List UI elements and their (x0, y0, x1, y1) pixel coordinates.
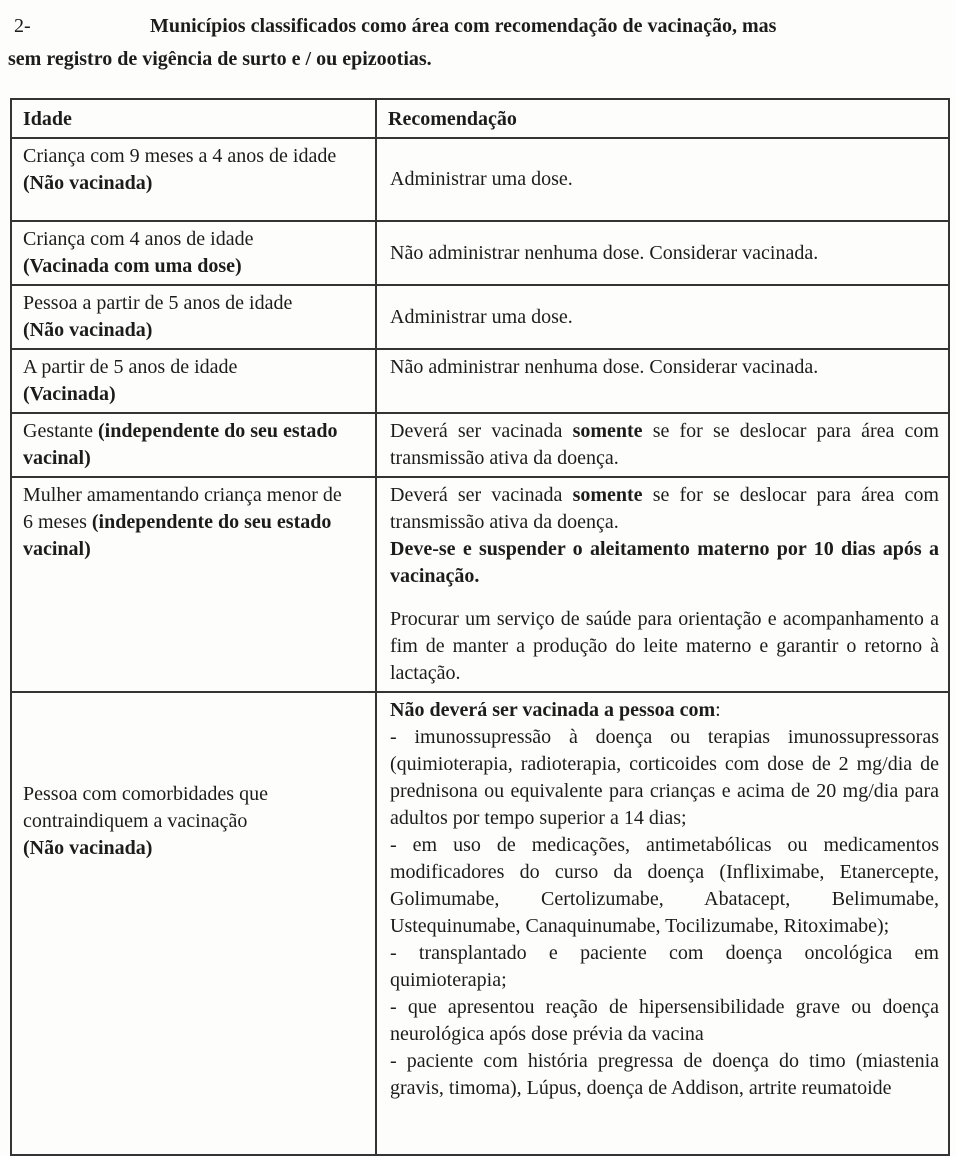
paragraph (390, 482, 939, 536)
paragraph (23, 317, 345, 344)
table-row (11, 349, 949, 413)
bold-text: (Não vacinada) (23, 172, 153, 194)
bold-text: Não deverá ser vacinada a pessoa com (390, 699, 716, 721)
document-page (0, 10, 956, 1156)
text: A partir de 5 anos de idade (23, 356, 238, 378)
paragraph (23, 482, 345, 563)
paragraph (390, 354, 939, 381)
paragraph (390, 304, 939, 331)
text: Deverá ser vacinada (390, 484, 573, 506)
text: Administrar uma dose. (390, 305, 573, 328)
paragraph (23, 418, 345, 472)
idade-cell (11, 477, 376, 692)
bold-text: somente (572, 420, 643, 442)
vaccination-recommendation-table (10, 98, 950, 1156)
table-body (11, 138, 949, 1155)
paragraph (390, 724, 939, 832)
section-number: 2- (14, 15, 31, 37)
paragraph (23, 354, 345, 381)
text: Não administrar nenhuma dose. Considerar vacinada. (390, 241, 819, 264)
bold-text: (Vacinada com uma dose) (23, 255, 242, 277)
text: Mulher amamentando criança menor de 6 meses (23, 484, 342, 533)
heading-line-1: Municípios classificados como área com recomendação de vacinação, mas (150, 15, 777, 37)
table-row (11, 221, 949, 285)
idade-cell (11, 349, 376, 413)
text: se for se deslocar para área com transmissão ativa da doença. (390, 484, 939, 533)
bold-text: (independente do seu estado vacinal) (23, 420, 338, 469)
paragraph (23, 253, 345, 280)
paragraph (390, 697, 939, 724)
bold-text: (Vacinada) (23, 383, 116, 405)
column-header-recomendacao: Recomendação (376, 99, 949, 138)
table-row (11, 477, 949, 692)
paragraph (390, 1048, 939, 1102)
bold-text: Deve-se e suspender o aleitamento materno por 10 dias após a vacinação. (390, 538, 939, 587)
paragraph (390, 240, 939, 267)
paragraph (23, 381, 345, 408)
table-row (11, 413, 949, 477)
text: Criança com 4 anos de idade (23, 228, 254, 250)
recomendacao-cell (376, 477, 949, 692)
text: Criança com 9 meses a 4 anos de idade (23, 145, 337, 167)
bold-text: (independente do seu estado vacinal) (23, 511, 332, 560)
paragraph (390, 994, 939, 1048)
text: Pessoa a partir de 5 anos de idade (23, 292, 293, 314)
paragraph (390, 832, 939, 940)
text: Não administrar nenhuma dose. Considerar vacinada. (390, 356, 819, 378)
bold-text: (Não vacinada) (23, 837, 153, 859)
recomendacao-cell (376, 692, 949, 1155)
paragraph (23, 835, 345, 862)
text: Administrar uma dose. (390, 168, 573, 190)
heading-line-2: sem registro de vigência de surto e / ou epizootias. (8, 48, 432, 70)
paragraph (23, 781, 345, 835)
column-header-idade: Idade (11, 99, 376, 138)
paragraph (390, 536, 939, 590)
idade-cell (11, 285, 376, 349)
paragraph (390, 940, 939, 994)
paragraph (23, 143, 345, 170)
text: Gestante (23, 420, 98, 442)
bold-text: (Não vacinada) (23, 319, 153, 341)
recomendacao-cell (376, 221, 949, 285)
section-heading (8, 10, 946, 76)
recomendacao-cell (376, 138, 949, 221)
table-header-row (11, 99, 949, 138)
paragraph (23, 170, 345, 197)
text: - paciente com história pregressa de doença do timo (miastenia gravis, timoma), Lúpus, doença de Addison, artrite reumatoide (390, 1050, 939, 1099)
table-row (11, 138, 949, 221)
recomendacao-cell (376, 349, 949, 413)
paragraph (390, 418, 939, 472)
idade-cell (11, 221, 376, 285)
paragraph (390, 606, 939, 687)
text: Deverá ser vacinada (390, 420, 573, 442)
text: : (715, 699, 721, 721)
paragraph (23, 226, 345, 253)
idade-cell (11, 413, 376, 477)
text: - transplantado e paciente com doença oncológica em quimioterapia; (390, 942, 939, 991)
text: - em uso de medicações, antimetabólicas ou medicamentos modificadores do curso da doença (Infliximabe, Etanercepte, Golimumabe, Certolizumabe, Abatacept, Belimumabe, Ustequinumabe, Canaquinumabe, Tocilizumabe, Ritoximabe); (390, 834, 939, 937)
text: - imunossupressão à doença ou terapias imunossupressoras (quimioterapia, radioterapia, corticoides com dose de 2 mg/dia de prednisona ou equivalente para crianças e acima de 20 mg/dia para adultos por tempo superior a 14 dias; (390, 726, 939, 829)
bold-text: somente (572, 484, 643, 506)
idade-cell (11, 138, 376, 221)
text: se for se deslocar para área com transmissão ativa da doença. (390, 420, 939, 469)
text: - que apresentou reação de hipersensibilidade grave ou doença neurológica após dose prévia da vacina (390, 996, 939, 1045)
table-row (11, 285, 949, 349)
idade-cell (11, 692, 376, 1155)
text: Pessoa com comorbidades que contraindiquem a vacinação (23, 783, 268, 832)
recomendacao-cell (376, 285, 949, 349)
paragraph (390, 166, 939, 193)
recomendacao-cell (376, 413, 949, 477)
text: Procurar um serviço de saúde para orientação e acompanhamento a fim de manter a produção do leite materno e garantir o retorno à lactação. (390, 608, 939, 684)
paragraph (23, 290, 345, 317)
table-row (11, 692, 949, 1155)
